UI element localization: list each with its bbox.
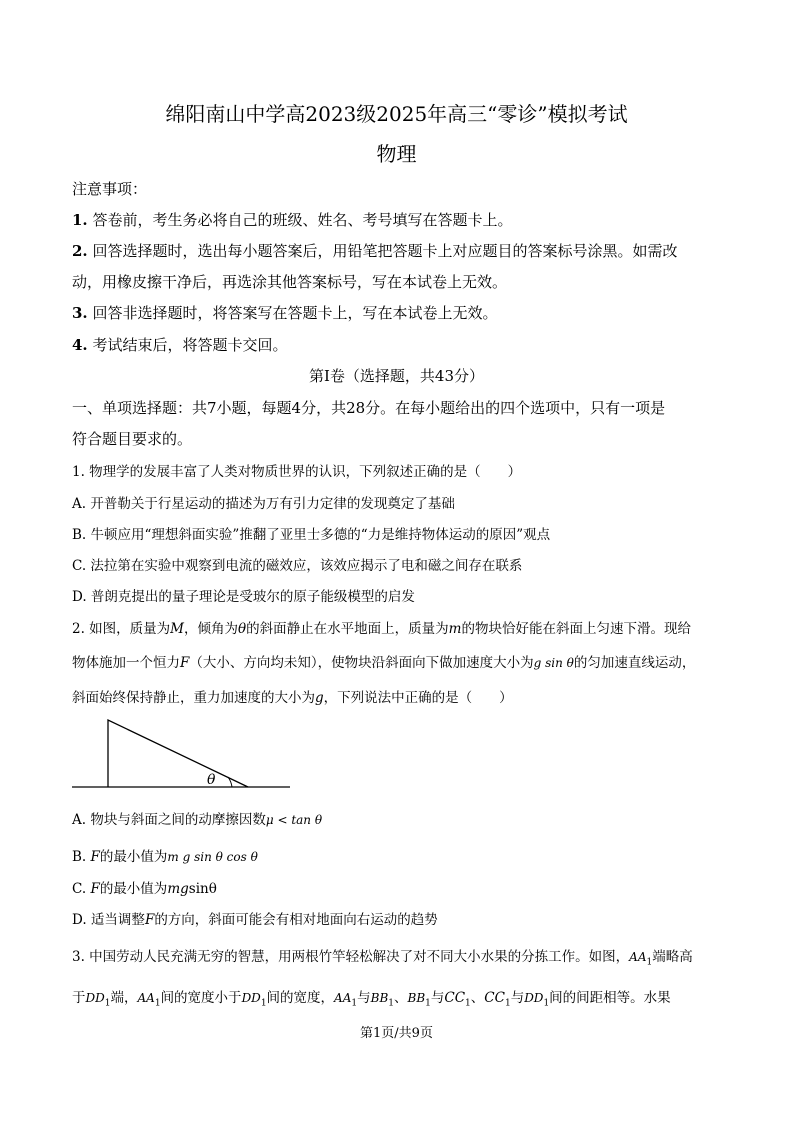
incline-shape: [108, 720, 248, 787]
q2-stem-line1: 2. 如图，质量为M，倾角为θ的斜面静止在水平地面上，质量为m的物块恰好能在斜面上匀速下滑。现给: [72, 621, 691, 637]
q2-stem-line3: 斜面始终保持静止，重力加速度的大小为g，下列说法中正确的是（ ）: [72, 690, 513, 706]
q2-option-a: A. 物块与斜面之间的动摩擦因数μ < tan θ: [72, 812, 323, 828]
q2-stem-line2: 物体施加一个恒力F（大小、方向均未知），使物块沿斜面向下做加速度大小为g sin θ的匀加速直线运动，: [72, 655, 696, 671]
exam-title: 绵阳南山中学高2023级2025年高三“零诊”模拟考试: [165, 102, 628, 126]
section-title: 第Ⅰ卷（选择题，共43分）: [308, 367, 484, 385]
q1-option-a: A. 开普勒关于行星运动的描述为万有引力定律的发现奠定了基础: [72, 496, 455, 512]
q1-option-b: B. 牛顿应用“理想斜面实验”推翻了亚里士多德的“力是维持物体运动的原因”观点: [72, 527, 551, 543]
part1-instruction-cont: 符合题目要求的。: [72, 430, 193, 448]
q3-stem-line2: 于$DD_1$端，$AA_1$间的宽度小于$DD_1$间的宽度，$AA_1$与$BB_1$、$BB_1$与$CC_1$、$CC_1$与$DD_1$间的间距相等。水果: [72, 990, 671, 1009]
incline-figure: [72, 716, 302, 798]
q2-option-c: C. F的最小值为mgsinθ: [72, 881, 217, 897]
part1-instruction: 一、单项选择题：共7小题，每题4分，共28分。在每小题给出的四个选项中，只有一项是: [72, 399, 666, 417]
notice-3: 3. 回答非选择题时，将答案写在答题卡上，写在本试卷上无效。: [72, 304, 498, 322]
q2-option-d: D. 适当调整F的方向，斜面可能会有相对地面向右运动的趋势: [72, 912, 438, 928]
notice-4: 4. 考试结束后，将答题卡交回。: [72, 336, 288, 354]
q3-stem-line1: 3. 中国劳动人民充满无穷的智慧，用两根竹竿轻松解决了对不同大小水果的分拣工作。如图，$AA_1$端略高: [72, 949, 693, 968]
q1-stem: 1. 物理学的发展丰富了人类对物质世界的认识，下列叙述正确的是（ ）: [72, 464, 522, 480]
q1-option-c: C. 法拉第在实验中观察到电流的磁效应，该效应揭示了电和磁之间存在联系: [72, 558, 523, 574]
q1-option-d: D. 普朗克提出的量子理论是受玻尔的原子能级模型的启发: [72, 589, 415, 605]
subject-title: 物理: [376, 142, 417, 166]
angle-label: θ: [207, 772, 216, 788]
notice-heading: 注意事项：: [72, 180, 148, 198]
notice-1: 1. 答卷前，考生务必将自己的班级、姓名、考号填写在答题卡上。: [72, 211, 513, 229]
notice-2-cont: 动，用橡皮擦干净后，再选涂其他答案标号，写在本试卷上无效。: [72, 273, 508, 291]
page-footer: 第1页/共9页: [360, 1026, 433, 1041]
notice-2: 2. 回答选择题时，选出每小题答案后，用铅笔把答题卡上对应题目的答案标号涂黑。如需改: [72, 242, 678, 260]
q2-option-b: B. F的最小值为m g sin θ cos θ: [72, 849, 258, 865]
